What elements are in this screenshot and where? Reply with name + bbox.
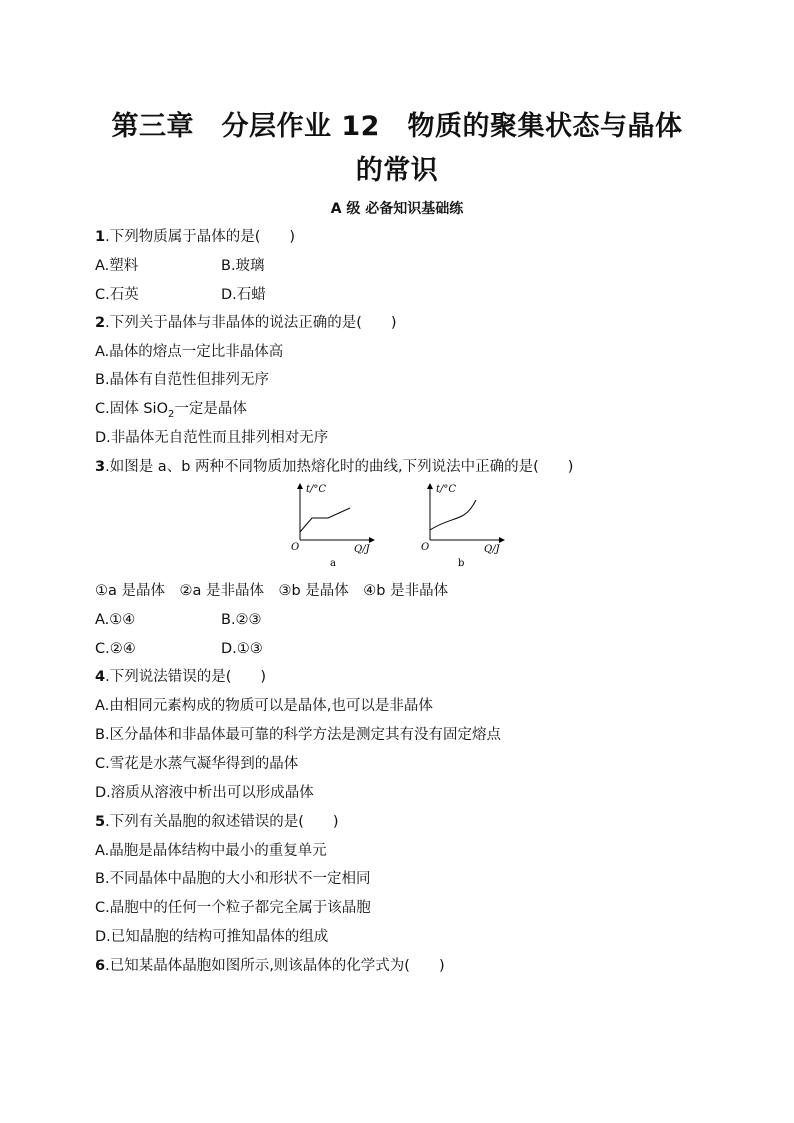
- q3-statements: ①a 是晶体 ②a 是非晶体 ③b 是晶体 ④b 是非晶体: [95, 583, 449, 599]
- q3-option-c: C.②④: [95, 641, 136, 657]
- graph-a-origin: O: [291, 542, 300, 553]
- q5-number: 5: [95, 814, 106, 830]
- graph-b-caption: b: [458, 558, 465, 569]
- q1-stem: 1.下列物质属于晶体的是( ): [95, 229, 296, 245]
- q2-stem: 2.下列关于晶体与非晶体的说法正确的是( ): [95, 315, 397, 331]
- q4-stem: 4.下列说法错误的是( ): [95, 669, 267, 685]
- graph-a-xlabel: Q/J: [354, 544, 370, 555]
- q1-number: 1: [95, 229, 106, 245]
- q2-option-b: B.晶体有自范性但排列无序: [95, 372, 270, 388]
- q5-option-a: A.晶胞是晶体结构中最小的重复单元: [95, 843, 327, 859]
- q2-option-c: C.固体 SiO$_2$一定是晶体: [95, 401, 247, 420]
- graph-b-curve: [430, 500, 476, 530]
- q5-option-d: D.已知晶胞的结构可推知晶体的组成: [95, 929, 329, 945]
- q2-number: 2: [95, 315, 106, 331]
- q4-option-a: A.由相同元素构成的物质可以是晶体,也可以是非晶体: [95, 698, 433, 714]
- q5-option-c: C.晶胞中的任何一个粒子都完全属于该晶胞: [95, 900, 371, 916]
- graph-a-ylabel: t/°C: [306, 484, 327, 495]
- q4-option-b: B.区分晶体和非晶体最可靠的科学方法是测定其有没有固定熔点: [95, 727, 502, 743]
- q3-number: 3: [95, 459, 106, 475]
- graph-a-curve: [300, 508, 350, 532]
- q1-option-c: C.石英: [95, 287, 139, 303]
- q2-option-d: D.非晶体无自范性而且排列相对无序: [95, 430, 329, 446]
- graph-a: [282, 478, 382, 574]
- graph-a-caption: a: [330, 558, 336, 569]
- q3-option-a: A.①④: [95, 612, 136, 628]
- graph-b-xlabel: Q/J: [484, 544, 500, 555]
- q4-option-c: C.雪花是水蒸气凝华得到的晶体: [95, 756, 299, 772]
- graph-b-origin: O: [421, 542, 430, 553]
- q1-option-a: A.塑料: [95, 258, 139, 274]
- q4-number: 4: [95, 669, 106, 685]
- q2-option-a: A.晶体的熔点一定比非晶体高: [95, 344, 284, 360]
- q3-option-d: D.①③: [221, 641, 263, 657]
- q1-option-d: D.石蜡: [221, 287, 266, 303]
- graph-b: [412, 478, 512, 574]
- q3-stem: 3.如图是 a、b 两种不同物质加热熔化时的曲线,下列说法中正确的是( ): [95, 459, 574, 475]
- q5-option-b: B.不同晶体中晶胞的大小和形状不一定相同: [95, 871, 371, 887]
- q1-option-b: B.玻璃: [221, 258, 265, 274]
- q4-option-d: D.溶质从溶液中析出可以形成晶体: [95, 785, 314, 801]
- page-title-line1: 第三章 分层作业 12 物质的聚集状态与晶体: [111, 111, 683, 142]
- q6-number: 6: [95, 958, 106, 974]
- q3-option-b: B.②③: [221, 612, 262, 628]
- q6-stem: 6.已知某晶体晶胞如图所示,则该晶体的化学式为( ): [95, 958, 445, 974]
- section-subtitle: A 级 必备知识基础练: [330, 201, 464, 217]
- graph-b-ylabel: t/°C: [436, 484, 457, 495]
- page-title-line2: 的常识: [355, 155, 439, 186]
- q5-stem: 5.下列有关晶胞的叙述错误的是( ): [95, 814, 339, 830]
